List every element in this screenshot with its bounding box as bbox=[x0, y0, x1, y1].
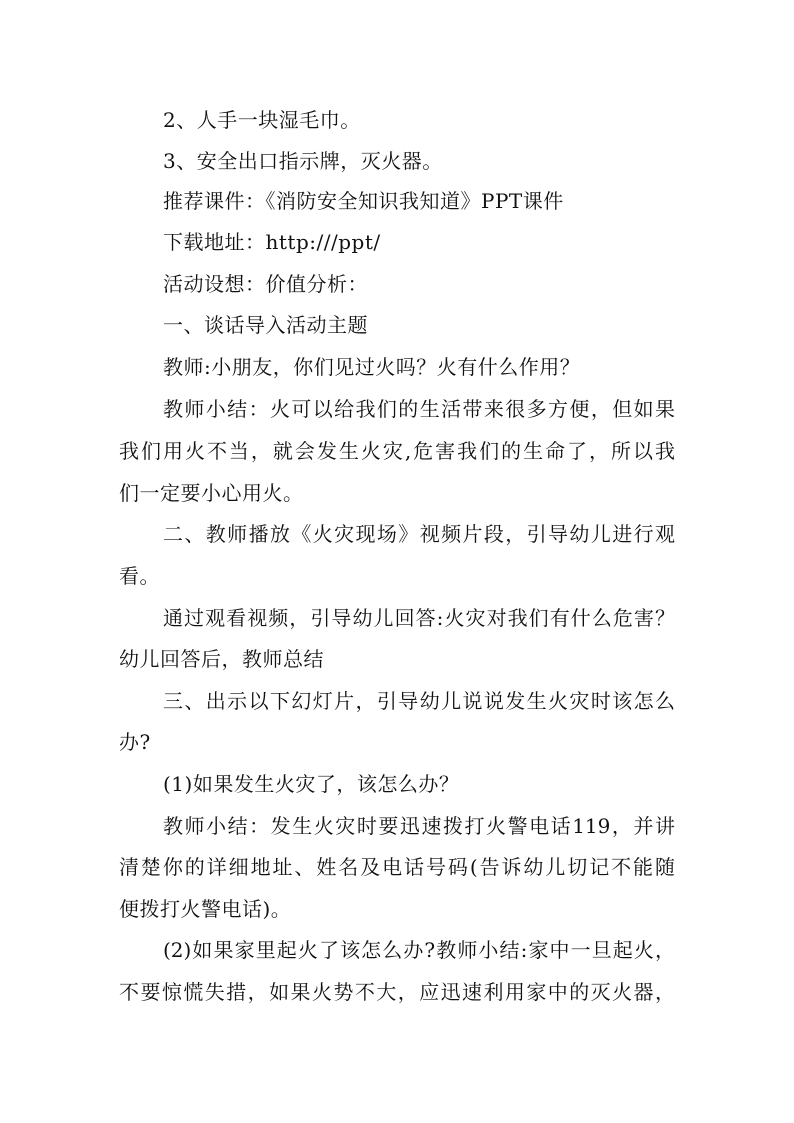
paragraph-line: 幼儿回答后，教师总结 bbox=[119, 647, 324, 671]
paragraph-line: 2、人手一块湿毛巾。 bbox=[163, 108, 361, 132]
section-heading: 二、教师播放《火灾现场》视频片段，引导幼儿进行观 bbox=[163, 522, 675, 546]
paragraph-line: 看。 bbox=[119, 564, 160, 588]
paragraph-line: 们一定要小心用火。 bbox=[119, 481, 304, 505]
paragraph-line: 清楚你的详细地址、姓名及电话号码(告诉幼儿切记不能随 bbox=[119, 855, 675, 879]
paragraph-line: 教师小结：火可以给我们的生活带来很多方便，但如果 bbox=[163, 397, 675, 421]
paragraph-line: 通过观看视频，引导幼儿回答:火灾对我们有什么危害？ bbox=[163, 606, 675, 630]
paragraph-line: 3、安全出口指示牌，灭火器。 bbox=[163, 149, 443, 173]
paragraph-line: 我们用火不当，就会发生火灾,危害我们的生命了，所以我 bbox=[119, 439, 675, 463]
paragraph-line: 便拨打火警电话)。 bbox=[119, 897, 292, 921]
section-heading: 三、出示以下幻灯片，引导幼儿说说发生火灾时该怎么 bbox=[163, 689, 675, 713]
paragraph-line: 活动设想：价值分析： bbox=[163, 272, 368, 296]
paragraph-line: 下载地址：http:///ppt/ bbox=[163, 230, 381, 254]
paragraph-line: (2)如果家里起火了该怎么办?教师小结:家中一旦起火， bbox=[163, 938, 675, 962]
paragraph-line: 教师:小朋友，你们见过火吗？火有什么作用？ bbox=[163, 355, 581, 379]
paragraph-line: 教师小结：发生火灾时要迅速拨打火警电话119，并讲 bbox=[163, 814, 675, 838]
paragraph-line: (1)如果发生火灾了，该怎么办？ bbox=[163, 772, 460, 796]
paragraph-line: 推荐课件：《消防安全知识我知道》PPT课件 bbox=[163, 189, 564, 213]
paragraph-line: 不要惊慌失措，如果火势不大，应迅速利用家中的灭火器， bbox=[119, 980, 675, 1004]
section-heading: 一、谈话导入活动主题 bbox=[163, 313, 368, 337]
paragraph-line: 办? bbox=[119, 730, 151, 754]
